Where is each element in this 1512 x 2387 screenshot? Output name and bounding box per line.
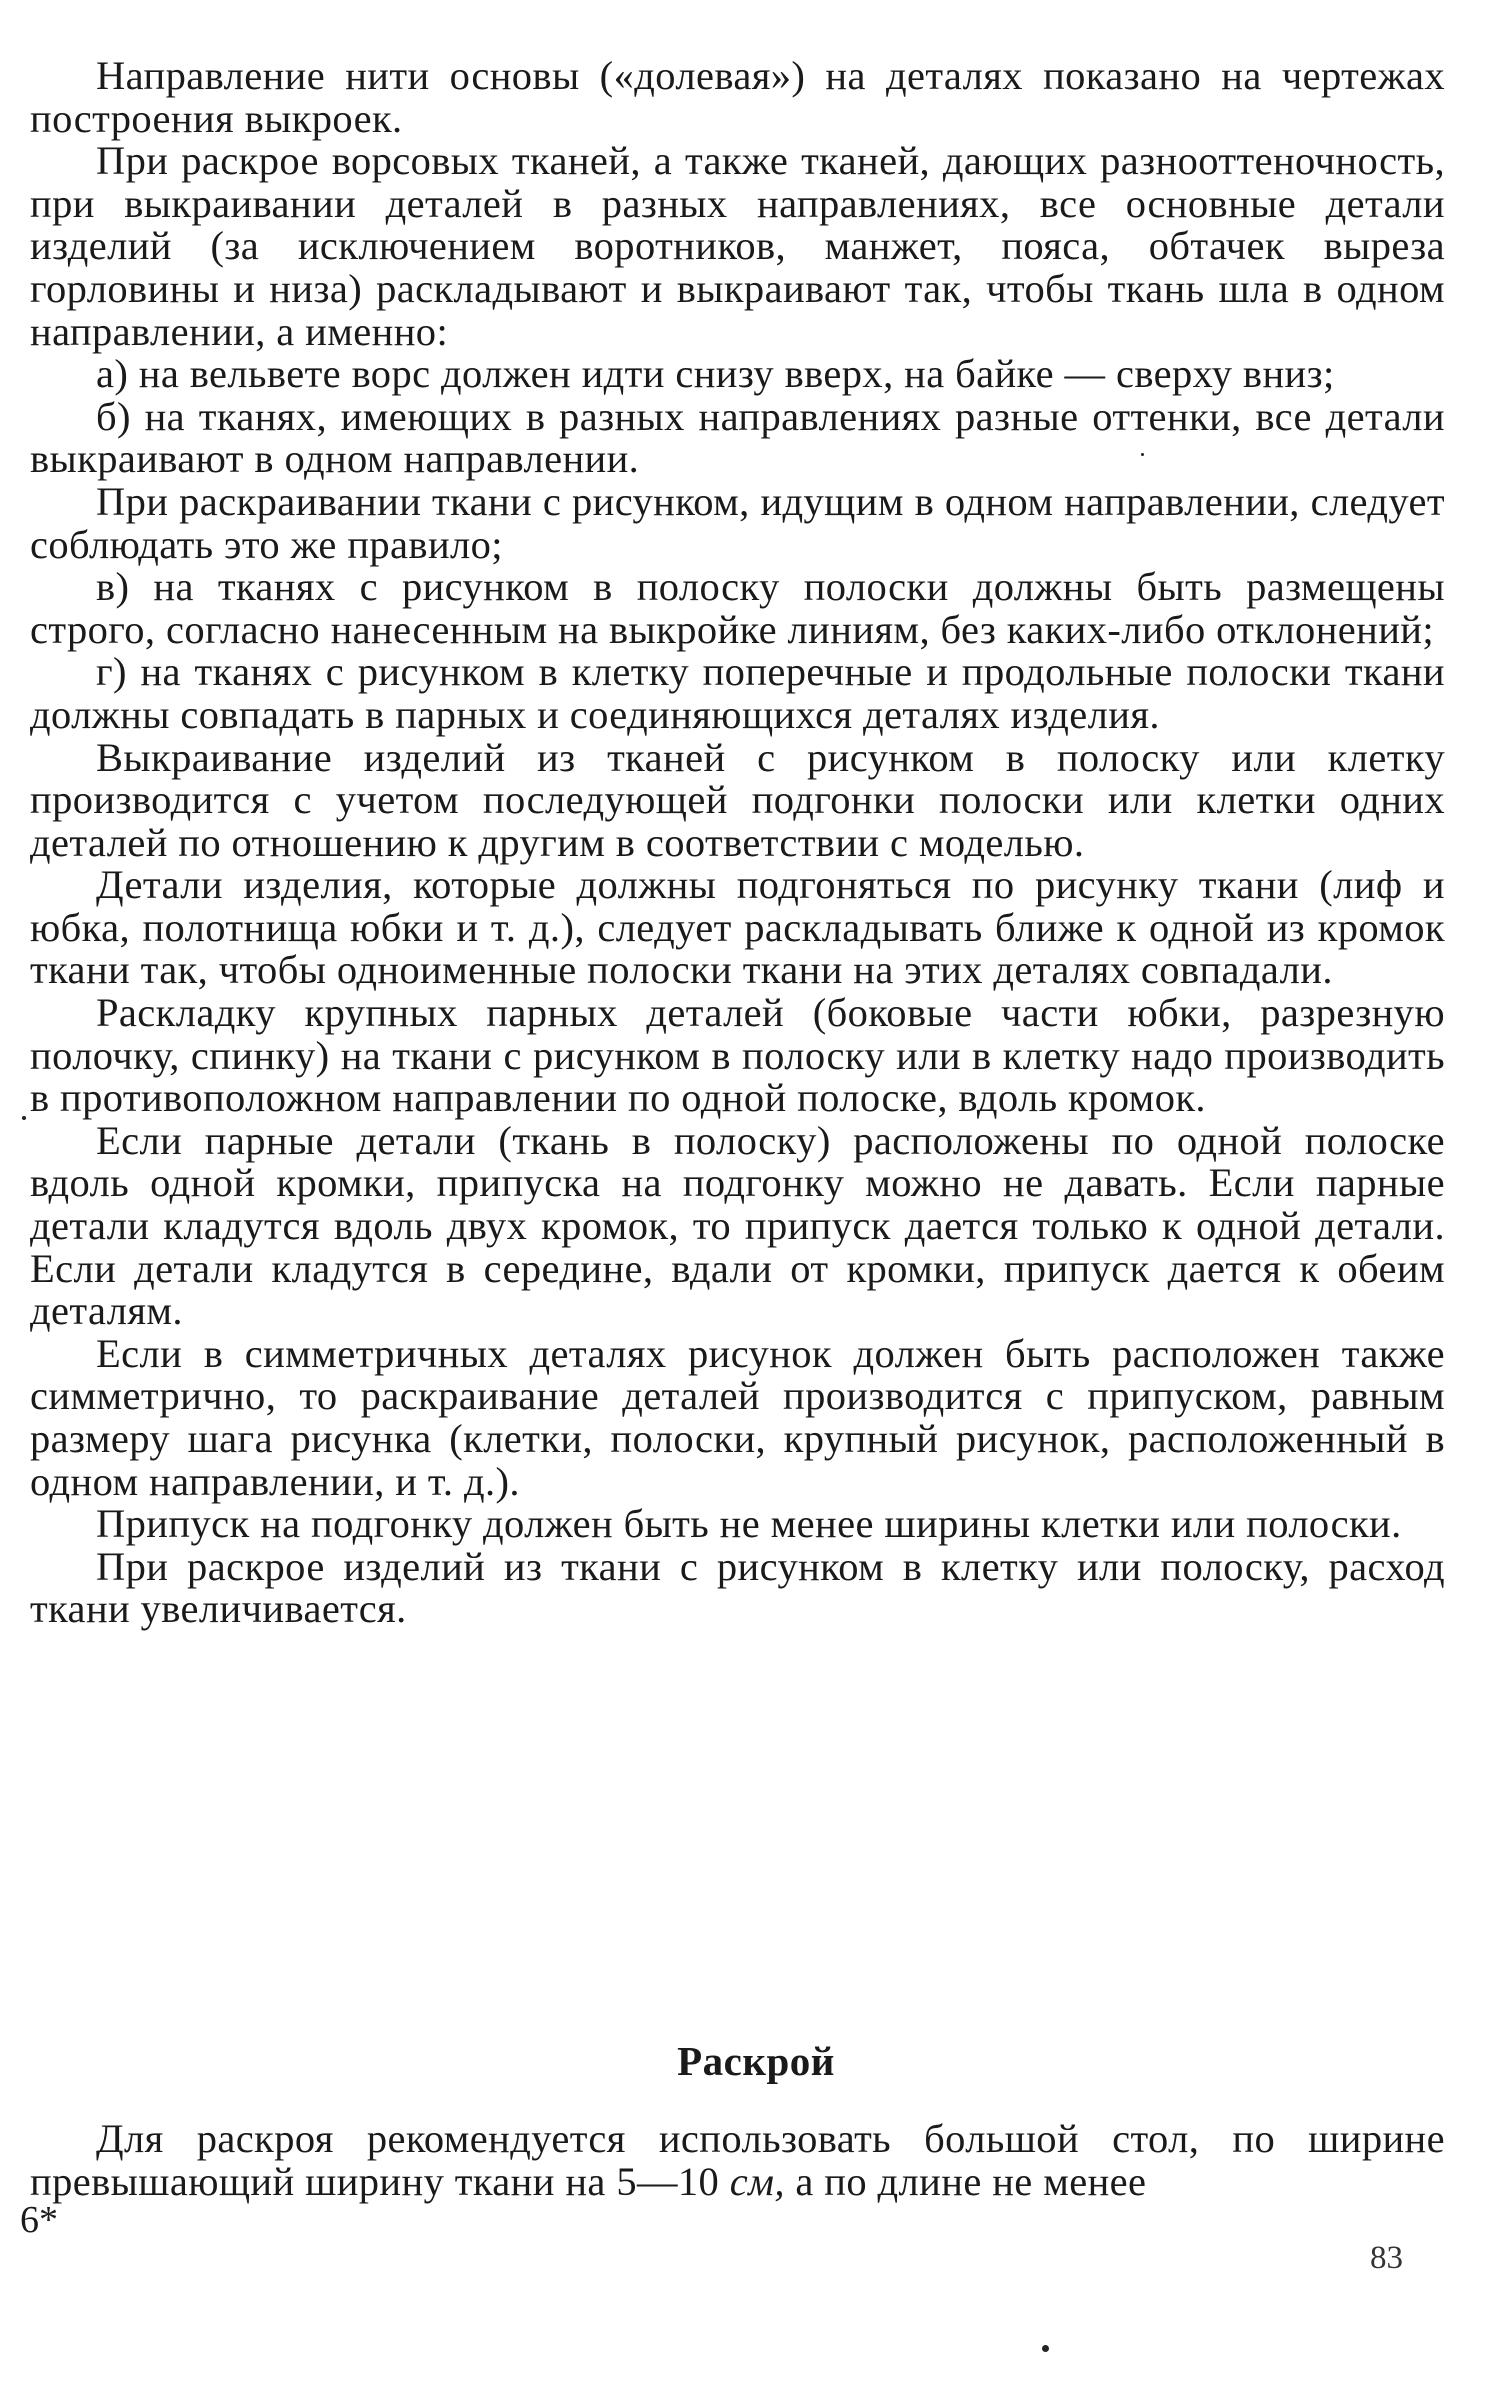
paragraph-13: Припуск на подгонку должен быть не менее ширины клетки или полоски.	[96, 1501, 1402, 1547]
section-text-block	[30, 2118, 1445, 2203]
paragraph-4: б) на тканях, имеющих в разных направлениях разные оттенки, все детали выкраивают в одном направлении.	[30, 393, 1445, 482]
page-number: 83	[1370, 2240, 1403, 2276]
print-speck	[22, 1116, 26, 1120]
paragraph-2: При раскрое ворсовых тканей, а также тканей, дающих разнооттеночность, при выкраивании деталей в разных направлениях, все основные детали изделий (за исключением воротников, манжет, пояса, обтачек выреза горловины и низа) раскладывают и выкраивают так, чтобы ткань шла в одном направлении, а именно:	[30, 138, 1445, 354]
print-speck	[1042, 2345, 1049, 2352]
paragraph-1: Направление нити основы («долевая») на деталях показано на чертежах построения выкроек.	[30, 53, 1445, 141]
paragraph-11: Если парные детали (ткань в полоску) расположены по одной полоске вдоль одной кромки, припуска на подгонку можно не давать. Если парные детали кладутся вдоль двух кромок, то припуск дается только к одной детали. Если детали кладутся в середине, вдали от кромки, припуск дается к обеим деталям.	[30, 1117, 1445, 1334]
section-paragraph	[30, 2118, 1445, 2203]
paragraph-14: При раскрое изделий из ткани с рисунком в клетку или полоску, расход ткани увеличивается.	[30, 1543, 1445, 1632]
paragraph-9: Детали изделия, которые должны подгоняться по рисунку ткани (лиф и юбка, полотнища юбки и т. д.), следует раскладывать ближе к одной из кромок ткани так, чтобы одноименные полоски ткани на этих деталях совпадали.	[30, 862, 1445, 993]
print-speck	[1141, 453, 1144, 456]
paragraph-5: При раскраивании ткани с рисунком, идущим в одном направлении, следует соблюдать это же правило;	[30, 478, 1445, 567]
section-heading: Раскрой	[677, 2038, 835, 2084]
paragraph-10: Раскладку крупных парных деталей (боковые части юбки, разрезную полочку, спинку) на ткани с рисунком в полоску или в клетку надо производить в противоположном направлении по одной полоске, вдоль кромок.	[30, 990, 1445, 1121]
paragraph-7: г) на тканях с рисунком в клетку поперечные и продольные полоски ткани должны совпадать в парных и соединяющихся деталях изделия.	[30, 649, 1445, 737]
paragraph-8: Выкраивание изделий из тканей с рисунком в полоску или клетку производится с учетом последующей подгонки полоски или клетки одних деталей по отношению к другим в соответствии с моделью.	[30, 734, 1445, 865]
paragraph-6: в) на тканях с рисунком в полоску полоски должны быть размещены строго, согласно нанесенным на выкройке линиям, без каких-либо отклонений;	[30, 564, 1445, 652]
main-text-block	[30, 55, 1445, 1631]
section-text-start: Для раскроя рекомендуется использовать большой стол, по ширине превышающий ширину ткани на 5—10	[30, 2116, 1445, 2204]
unit-cm: см,	[729, 2158, 785, 2204]
section-text-end: а по длине не менее	[795, 2158, 1147, 2204]
paragraph-3: а) на вельвете ворс должен идти снизу вверх, на байке — сверху вниз;	[96, 351, 1335, 397]
signature-mark: 6*	[20, 2199, 58, 2241]
paragraph-12: Если в симметричных деталях рисунок должен быть расположен также симметрично, то раскраивание деталей производится с припуском, равным размеру шага рисунка (клетки, полоски, крупный рисунок, расположенный в одном направлении, и т. д.).	[30, 1330, 1445, 1504]
